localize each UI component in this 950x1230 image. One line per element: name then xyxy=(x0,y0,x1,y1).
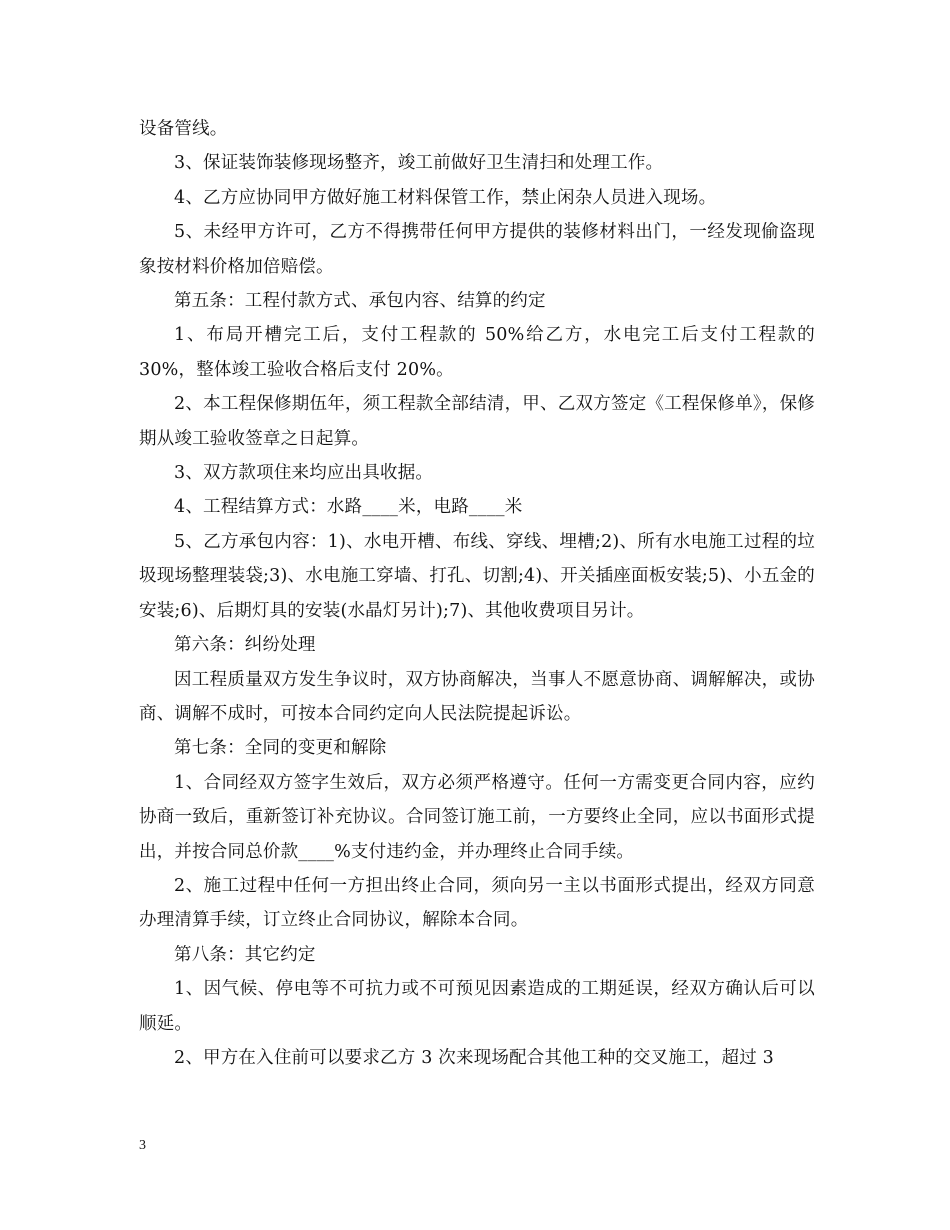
paragraph: 2、甲方在入住前可以要求乙方 3 次来现场配合其他工种的交叉施工，超过 3 xyxy=(174,1047,774,1068)
paragraph: 因工程质量双方发生争议时，双方协商解决，当事人不愿意协商、调解解决，或协商、调解不成时，可按本合同约定向人民法院提起诉讼。 xyxy=(139,669,815,724)
paragraph: 1、布局开槽完工后，支付工程款的 50%给乙方，水电完工后支付工程款的 30%，整体竣工验收合格后支付 20%。 xyxy=(139,325,815,380)
section-heading: 第七条：全同的变更和解除 xyxy=(174,738,387,759)
paragraph: 4、工程结算方式：水路____米，电路____米 xyxy=(174,497,523,518)
paragraph: 1、合同经双方签字生效后，双方必须严格遵守。任何一方需变更合同内容，应约协商一致后，重新签订补充协议。合同签订施工前，一方要终止全同，应以书面形式提出，并按合同总价款____%支付违约金，并办理终止合同手续。 xyxy=(139,772,815,862)
document-body xyxy=(139,112,815,1075)
section-heading: 第六条：纠纷处理 xyxy=(174,635,316,656)
paragraph: 2、施工过程中任何一方担出终止合同，须向另一主以书面形式提出，经双方同意办理清算手续，订立终止合同协议，解除本合同。 xyxy=(139,875,815,931)
paragraph: 1、因气候、停电等不可抗力或不可预见因素造成的工期延误，经双方确认后可以顺延。 xyxy=(139,979,815,1034)
paragraph: 5、乙方承包内容：1)、水电开槽、布线、穿线、埋槽;2)、所有水电施工过程的垃圾现场整理装袋;3)、水电施工穿墙、打孔、切割;4)、开关插座面板安装;5)、小五金的安装;6)、后期灯具的安装(水晶灯另计);7)、其他收费项目另计。 xyxy=(139,531,815,621)
paragraph: 4、乙方应协同甲方做好施工材料保管工作，禁止闲杂人员进入现场。 xyxy=(174,187,717,208)
paragraph: 设备管线。 xyxy=(139,119,228,139)
section-heading: 第八条：其它约定 xyxy=(174,944,316,965)
page-number: 3 xyxy=(139,1138,146,1153)
paragraph: 3、双方款项住来均应出具收据。 xyxy=(174,463,434,484)
paragraph: 3、保证装饰装修现场整齐，竣工前做好卫生清扫和处理工作。 xyxy=(174,153,664,174)
paragraph: 2、本工程保修期伍年，须工程款全部结清，甲、乙双方签定《工程保修单》，保修期从竣工验收签章之日起算。 xyxy=(139,394,815,449)
paragraph: 5、未经甲方许可，乙方不得携带任何甲方提供的装修材料出门，一经发现偷盗现象按材料价格加倍赔偿。 xyxy=(139,222,815,277)
section-heading: 第五条：工程付款方式、承包内容、结算的约定 xyxy=(174,291,546,312)
